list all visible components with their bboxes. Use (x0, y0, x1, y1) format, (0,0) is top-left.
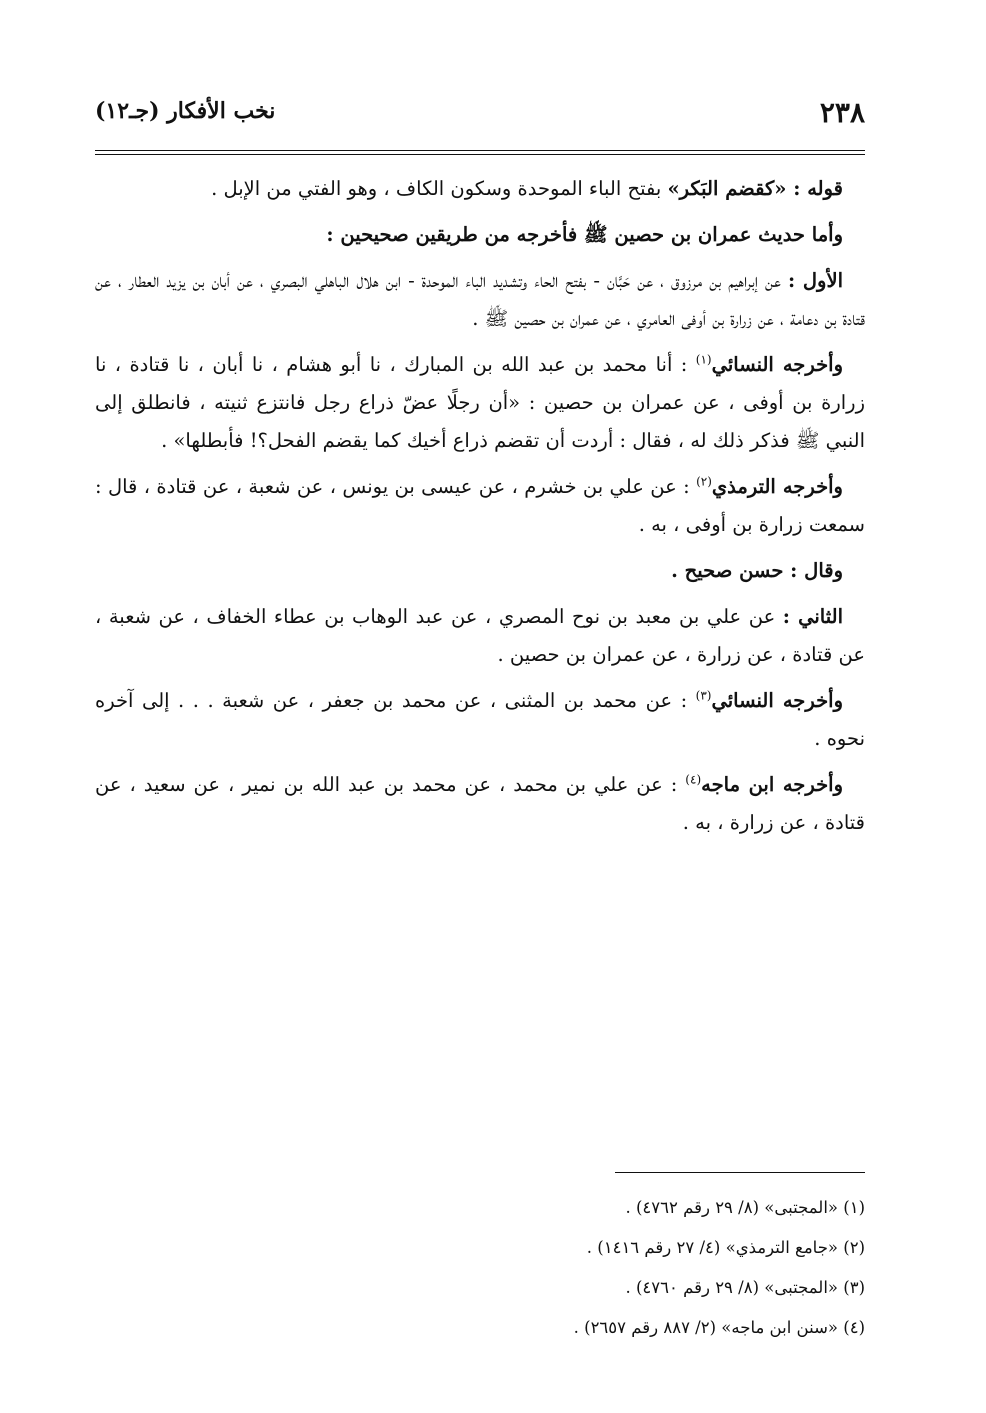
paragraph-qawluhu (95, 170, 865, 208)
footnote-ref: (٢) (696, 474, 712, 489)
paragraph-text: عن علي بن معبد بن نوح المصري ، عن عبد الوهاب بن عطاء الخفاف ، عن شعبة ، عن قتادة ، عن زرارة ، عن عمران بن حصين . (95, 605, 865, 666)
footnote-rule (615, 1172, 865, 1173)
paragraph-lead: وأخرجه ابن ماجه (701, 773, 843, 796)
paragraph-lead: الأول : (788, 269, 843, 292)
paragraph-nasai-2 (95, 682, 865, 758)
paragraph-lead: الثاني : (782, 605, 843, 628)
paragraph-text: بفتح الباء الموحدة وسكون الكاف ، وهو الفتي من الإبل . (211, 177, 668, 200)
paragraph-text: عن إبراهيم بن مرزوق ، عن حَبَّان - بفتح الحاء وتشديد الباء الموحدة - ابن هلال الباهلي البصري ، عن أبان بن يزيد العطار ، عن قتادة بن دعامة ، عن زرارة بن أوفى العامري ، عن عمران بن حصين ﷺ . (95, 269, 865, 330)
footnote-4: (٤) «سنن ابن ماجه» (٢/ ٨٨٧ رقم ٢٦٥٧) . (573, 1318, 865, 1337)
paragraph-hasan-sahih (95, 552, 865, 590)
paragraph-tirmidhi (95, 468, 865, 544)
footnote-3: (٣) «المجتبى» (٨/ ٢٩ رقم ٤٧٦٠) . (625, 1278, 865, 1297)
paragraph-lead: وأخرجه النسائي (711, 353, 843, 376)
paragraph-second-path (95, 598, 865, 674)
paragraph-nasai-1 (95, 346, 865, 460)
paragraph-text: : عن محمد بن المثنى ، عن محمد بن جعفر ، عن شعبة . . . إلى آخره نحوه . (95, 689, 865, 750)
paragraph-ibn-majah (95, 766, 865, 842)
footnote-ref: (٣) (695, 688, 712, 703)
paragraph-lead: وقال : حسن صحيح . (671, 559, 843, 582)
paragraph-text: : عن علي بن خشرم ، عن عيسى بن يونس ، عن شعبة ، عن قتادة ، قال : سمعت زرارة بن أوفى ، به . (95, 475, 865, 536)
paragraph-lead: وأخرجه النسائي (711, 689, 843, 712)
paragraph-lead: وأخرجه الترمذي (711, 475, 843, 498)
footnote-1: (١) «المجتبى» (٨/ ٢٩ رقم ٤٧٦٢) . (625, 1198, 865, 1217)
header-rule (95, 150, 865, 151)
footnote-ref: (٤) (685, 772, 702, 787)
paragraph-hadith-imran (95, 216, 865, 254)
book-page (95, 92, 865, 1372)
footnotes (95, 1188, 865, 1348)
paragraph-text: : أنا محمد بن عبد الله بن المبارك ، نا أبو هشام ، نا أبان ، نا قتادة ، نا زرارة بن أوفى ، عن عمران بن حصين : «أن رجلًا عضّ ذراع رجل فانتزع ثنيته ، فانطلق إلى النبي ﷺ فذكر ذلك له ، فقال : أردت أن تقضم ذراع أخيك كما يقضم الفحل؟! فأبطلها» . (95, 353, 865, 452)
header-rule-inner (95, 154, 865, 155)
paragraph-lead: وأما حديث عمران بن حصين ﷺ فأخرجه من طريقين صحيحين : (326, 223, 843, 246)
running-title: نخب الأفكار (جـ١٢) (95, 98, 276, 124)
footnote-ref: (١) (695, 352, 712, 367)
footnote-2: (٢) «جامع الترمذي» (٤/ ٢٧ رقم ١٤١٦) . (586, 1238, 865, 1257)
paragraph-lead: قوله : «كقضم البَكر» (667, 177, 843, 200)
main-text (95, 170, 865, 850)
page-header (95, 92, 865, 136)
paragraph-text: : عن علي بن محمد ، عن محمد بن عبد الله بن نمير ، عن سعيد ، عن قتادة ، عن زرارة ، به . (95, 773, 865, 834)
paragraph-first-path (95, 262, 865, 338)
page-number: ٢٣٨ (819, 96, 865, 129)
